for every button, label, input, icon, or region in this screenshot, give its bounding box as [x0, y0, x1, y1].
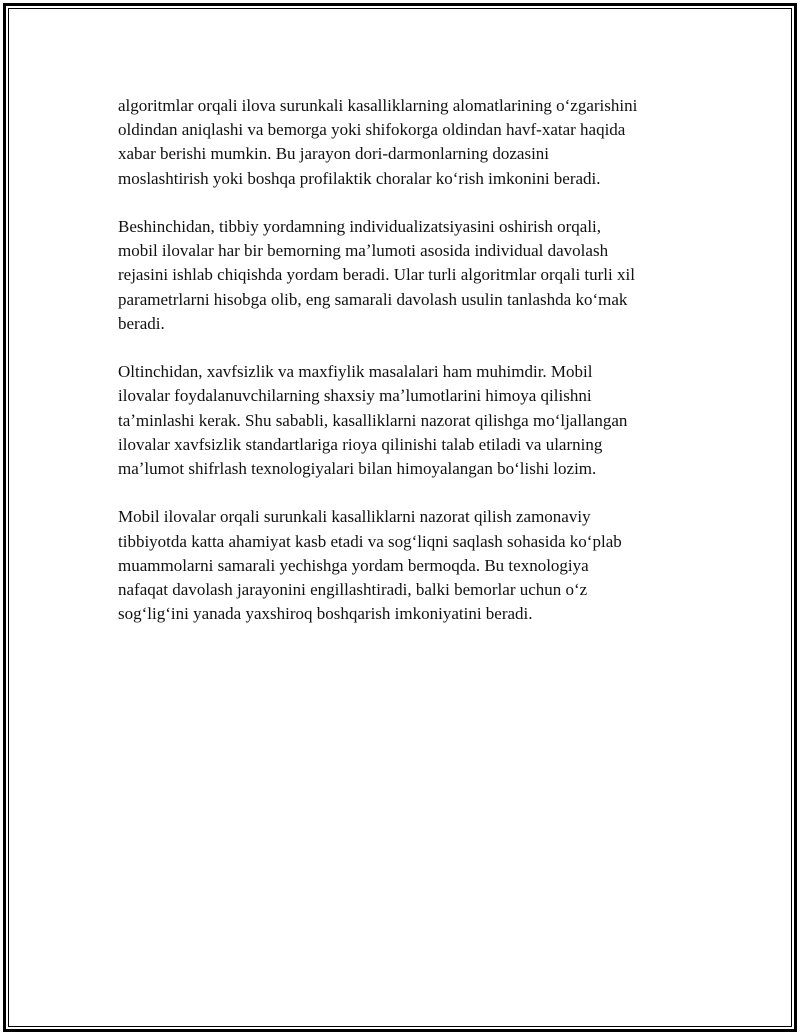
- paragraph-4: Mobil ilovalar orqali surunkali kasalliklarni nazorat qilish zamonaviy tibbiyotda katta ahamiyat kasb etadi va sogʻliqni saqlash sohasida koʻplab muammolarni samarali yechishga yordam bermoqda. Bu texnologiya nafaqat davolash jarayonini engillashtiradi, balki bemorlar uchun oʻz sogʻligʻini yanada yaxshiroq boshqarish imkoniyatini beradi.: [118, 507, 622, 624]
- paragraph-1: algoritmlar orqali ilova surunkali kasalliklarning alomatlarining oʻzgarishini oldindan aniqlashi va bemorga yoki shifokorga oldindan havf-xatar haqida xabar berishi mumkin. Bu jarayon dori-darmonlarning dozasini moslashtirish yoki boshqa profilaktik choralar koʻrish imkonini beradi.: [118, 96, 638, 188]
- paragraph-3: Oltinchidan, xavfsizlik va maxfiylik masalalari ham muhimdir. Mobil ilovalar foydalanuvchilarning shaxsiy maʼlumotlarini himoya qilishni taʼminlashi kerak. Shu sababli, kasalliklarni nazorat qilishga moʻljallangan ilovalar xavfsizlik standartlariga rioya qilinishi talab etiladi va ularning maʼlumot shifrlash texnologiyalari bilan himoyalangan boʻlishi lozim.: [118, 362, 628, 479]
- paragraph-2: Beshinchidan, tibbiy yordamning individualizatsiyasini oshirish orqali, mobil ilovalar har bir bemorning maʼlumoti asosida individual davolash rejasini ishlab chiqishda yordam beradi. Ular turli algoritmlar orqali turli xil parametrlarni hisobga olib, eng samarali davolash usulin tanlashda koʻmak beradi.: [118, 217, 635, 333]
- document-body: [118, 94, 698, 651]
